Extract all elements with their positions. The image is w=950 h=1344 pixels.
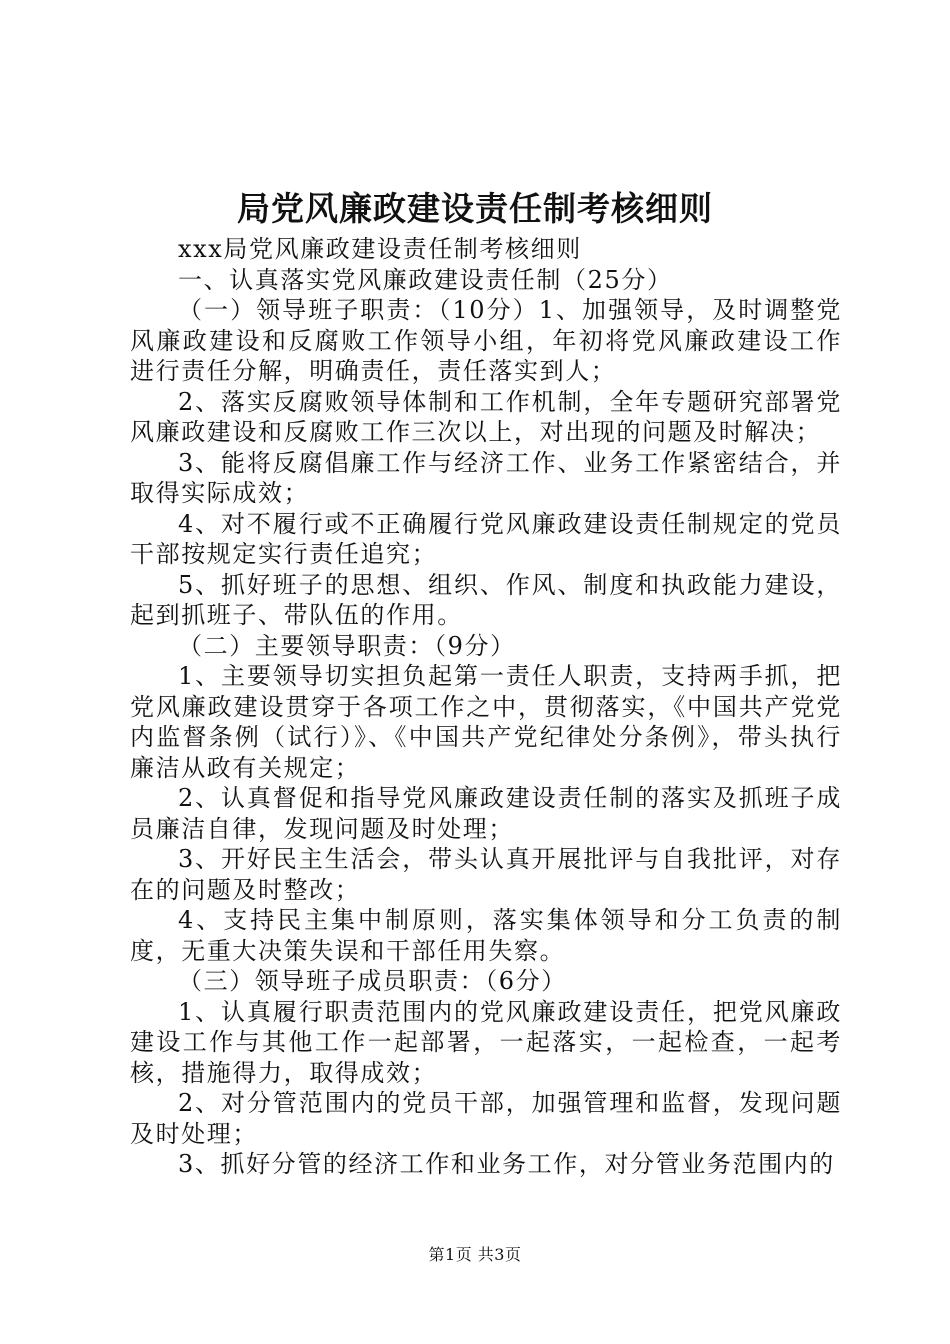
paragraph-item: 2、认真督促和指导党风廉政建设责任制的落实及抓班子成员廉洁自律，发现问题及时处理； <box>130 784 842 843</box>
document-body <box>130 234 842 1180</box>
page-footer: 第1页 共3页 <box>428 1245 522 1264</box>
paragraph-item: 3、能将反腐倡廉工作与经济工作、业务工作紧密结合，并取得实际成效； <box>130 448 842 507</box>
paragraph-item: 3、抓好分管的经济工作和业务工作，对分管业务范围内的 <box>178 1150 835 1178</box>
paragraph-item: 4、对不履行或不正确履行党风廉政建设责任制规定的党员干部按规定实行责任追究； <box>130 509 842 568</box>
paragraph-sub-1: （一）领导班子职责：（10分）1、加强领导，及时调整党风廉政建设和反腐败工作领导小组，年初将党风廉政建设工作进行责任分解，明确责任，责任落实到人； <box>130 296 842 385</box>
paragraph-item: 3、开好民主生活会，带头认真开展批评与自我批评，对存在的问题及时整改； <box>130 845 842 904</box>
paragraph-item: 1、主要领导切实担负起第一责任人职责，支持两手抓，把党风廉政建设贯穿于各项工作之中，贯彻落实，《中国共产党党内监督条例（试行）》、《中国共产党纪律处分条例》，带头执行廉洁从政有关规定； <box>130 662 842 782</box>
paragraph-item: 2、落实反腐败领导体制和工作机制，全年专题研究部署党风廉政建设和反腐败工作三次以上，对出现的问题及时解决； <box>130 387 842 446</box>
paragraph-sub-3: （三）领导班子成员职责：（6分） <box>178 967 567 995</box>
paragraph-item: 2、对分管范围内的党员干部，加强管理和监督，发现问题及时处理； <box>130 1089 842 1148</box>
paragraph-sub-2: （二）主要领导职责：（9分） <box>178 631 516 660</box>
paragraph-subtitle: xxx局党风廉政建设责任制考核细则 <box>178 235 582 263</box>
paragraph-item: 4、支持民主集中制原则，落实集体领导和分工负责的制度，无重大决策失误和干部任用失察。 <box>130 906 842 965</box>
document-title: 局党风廉政建设责任制考核细则 <box>237 189 713 228</box>
paragraph-section-1: 一、认真落实党风廉政建设责任制（25分） <box>178 265 673 294</box>
paragraph-item: 5、抓好班子的思想、组织、作风、制度和执政能力建设，起到抓班子、带队伍的作用。 <box>130 570 842 629</box>
paragraph-item: 1、认真履行职责范围内的党风廉政建设责任，把党风廉政建设工作与其他工作一起部署，一起落实，一起检查，一起考核，措施得力，取得成效； <box>130 997 842 1087</box>
